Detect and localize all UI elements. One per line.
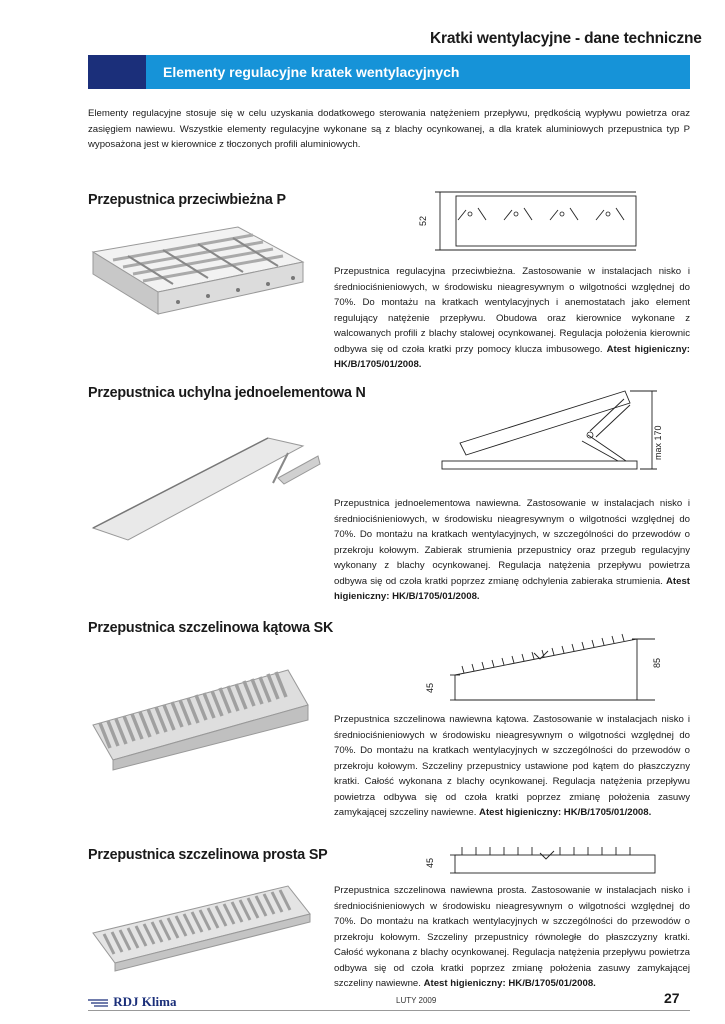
section-title-sp: Przepustnica szczelinowa prosta SP bbox=[88, 847, 328, 863]
product-image-p bbox=[88, 222, 308, 342]
section-title-n: Przepustnica uchylna jednoelementowa N bbox=[88, 385, 366, 401]
drawing-p bbox=[420, 190, 640, 255]
description-sk: Przepustnica szczelinowa nawiewna kątowa. Zastosowanie w instalacjach nisko i średniociśnieniowych w środowisku nieagresywnym o wilgotności względnej do 70%. Do montażu na kratkach wentylacyjnych w szczególności do przewodów o przekroju kołowym. Szczeliny przepustnicy ustawione pod kątem do płaszczyzny kratki. Całość wykonana z blachy ocynkowanej. Regulacja natężenia przepływu powietrza odbywa się od czoła kratki poprzez zmianę położenia zasuwy zamykającej szczeliny nawiewne. Atest higieniczny: HK/B/1705/01/2008. bbox=[334, 714, 690, 818]
dimension-sp: 45 bbox=[425, 857, 435, 868]
footer-logo bbox=[88, 994, 176, 1010]
footer-date: LUTY 2009 bbox=[396, 996, 437, 1005]
description-sp: Przepustnica szczelinowa nawiewna prosta. Zastosowanie w instalacjach nisko i średniociśnieniowych w środowisku nieagresywnym o wilgotności względnej do 70%. Do montażu na kratkach wentylacyjnych w szczególności do przewodów o przekroju kołowym. Szczeliny przepustnicy równoległe do płaszczyzny kratki. Całość wykonana z blachy ocynkowanej. Regulacja natężenia przepływu powietrza odbywa się od czoła kratki poprzez zmianę położenia zasuwy zamykającej szczeliny nawiewne. Atest higieniczny: HK/B/1705/01/2008. bbox=[334, 885, 690, 989]
section-title-p: Przepustnica przeciwbieżna P bbox=[88, 192, 286, 208]
drawing-sp bbox=[440, 845, 660, 880]
banner-accent bbox=[88, 55, 146, 89]
dimension-sk-left: 45 bbox=[425, 682, 435, 693]
description-n: Przepustnica jednoelementowa nawiewna. Zastosowanie w instalacjach nisko i średniociśnieniowych, w środowisku nieagresywnym o wilgotności względnej do 70%. Do montażu na kratkach wentylacyjnych, w szczególności do przewodów o przekroju kołowym. Zabierak strumienia przepustnicy oraz przegub regulacyjny wykonany z blachy ocynkowanej. Regulacja natężenia przepływu powietrza odbywa się od czoła kratki poprzez zmianę odchylenia zabieraka strumienia. Atest higieniczny: HK/B/1705/01/2008. bbox=[334, 498, 690, 602]
page-number: 27 bbox=[664, 990, 680, 1006]
dimension-p: 52 bbox=[418, 215, 428, 226]
footer-logo-text: RDJ Klima bbox=[113, 994, 177, 1009]
intro-text: Elementy regulacyjne stosuje się w celu uzyskania dodatkowego sterowania natężeniem przepływu, prędkością wypływu powietrza oraz zasięgiem nawiewu. Wszystkie elementy regulacyjne wykonane są z blachy ocynkowanej, a dla kratek aluminiowych przepustnica typ P wyposażona jest w kierownice z tłoczonych profili aluminiowych. bbox=[88, 108, 690, 151]
product-image-n bbox=[88, 428, 328, 548]
product-image-sp bbox=[88, 878, 318, 973]
section-title-sk: Przepustnica szczelinowa kątowa SK bbox=[88, 620, 334, 636]
description-p: Przepustnica regulacyjna przeciwbieżna. Zastosowanie w instalacjach nisko i średniociśnieniowych, w środowisku nieagresywnym o wilgotności względnej do 70%. Do montażu na kratkach wentylacyjnych i anemostatach jako element regulujący natężenie przepływu. Obudowa oraz kierownice wykonane z walcowanych profili z blachy stalowej ocynkowanej. Regulacja położenia kierownic odbywa się od czoła kratki przy pomocy klucza imbusowego. Atest higieniczny: HK/B/1705/01/2008. bbox=[334, 266, 690, 370]
drawing-sk bbox=[440, 625, 665, 710]
banner-title: Elementy regulacyjne kratek wentylacyjnych bbox=[163, 64, 460, 80]
product-image-sk bbox=[88, 660, 318, 770]
drawing-n bbox=[440, 385, 675, 475]
dimension-n: max 170 bbox=[653, 425, 663, 460]
logo-stripes-icon bbox=[88, 998, 110, 1008]
footer-divider bbox=[88, 1010, 690, 1011]
dimension-sk-right: 85 bbox=[652, 657, 662, 668]
page-title: Kratki wentylacyjne - dane techniczne bbox=[430, 30, 702, 47]
